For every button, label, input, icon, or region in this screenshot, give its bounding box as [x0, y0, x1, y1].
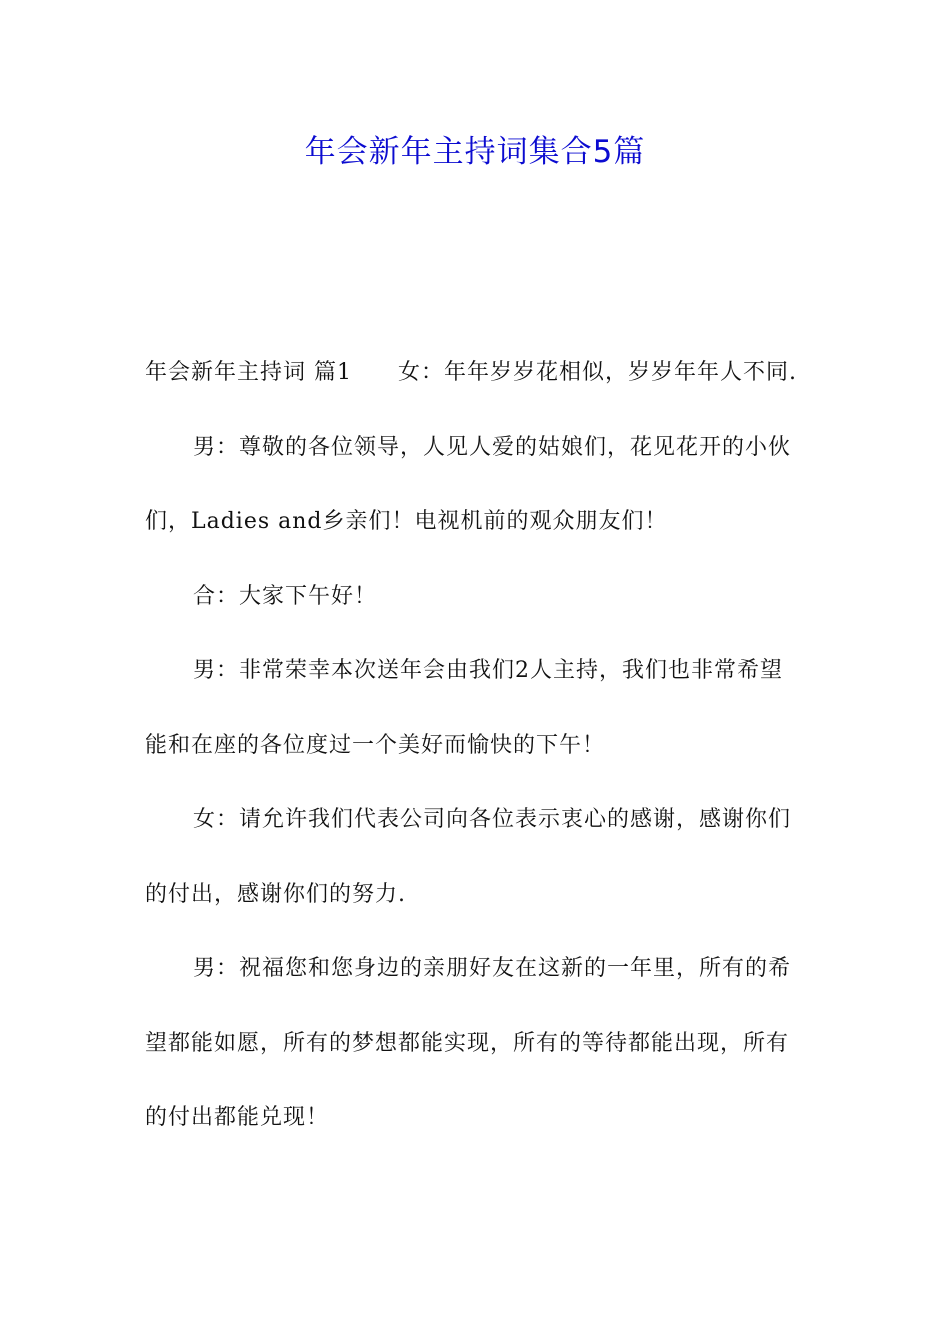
- paragraph: 男：祝福您和您身边的亲朋好友在这新的一年里，所有的希望都能如愿，所有的梦想都能实现，所有的等待都能出现，所有的付出都能兑现！: [145, 956, 792, 1130]
- document-title: 年会新年主持词集合5篇: [304, 134, 646, 170]
- paragraph: 男：非常荣幸本次送年会由我们2人主持，我们也非常希望能和在座的各位度过一个美好而愉快的下午！: [145, 658, 783, 758]
- document-body: [145, 336, 805, 1156]
- paragraph: 合：大家下午好！: [193, 583, 378, 609]
- paragraph: 女：请允许我们代表公司向各位表示衷心的感谢，感谢你们的付出，感谢你们的努力.: [145, 807, 792, 907]
- section-heading: 年会新年主持词 篇1: [145, 360, 352, 385]
- paragraph-text: 女：年年岁岁花相似，岁岁年年人不同.: [398, 360, 797, 385]
- paragraph: 男：尊敬的各位领导，人见人爱的姑娘们，花见花开的小伙们，Ladies and乡亲们！电视机前的观众朋友们！: [145, 434, 792, 534]
- first-paragraph: [145, 336, 805, 411]
